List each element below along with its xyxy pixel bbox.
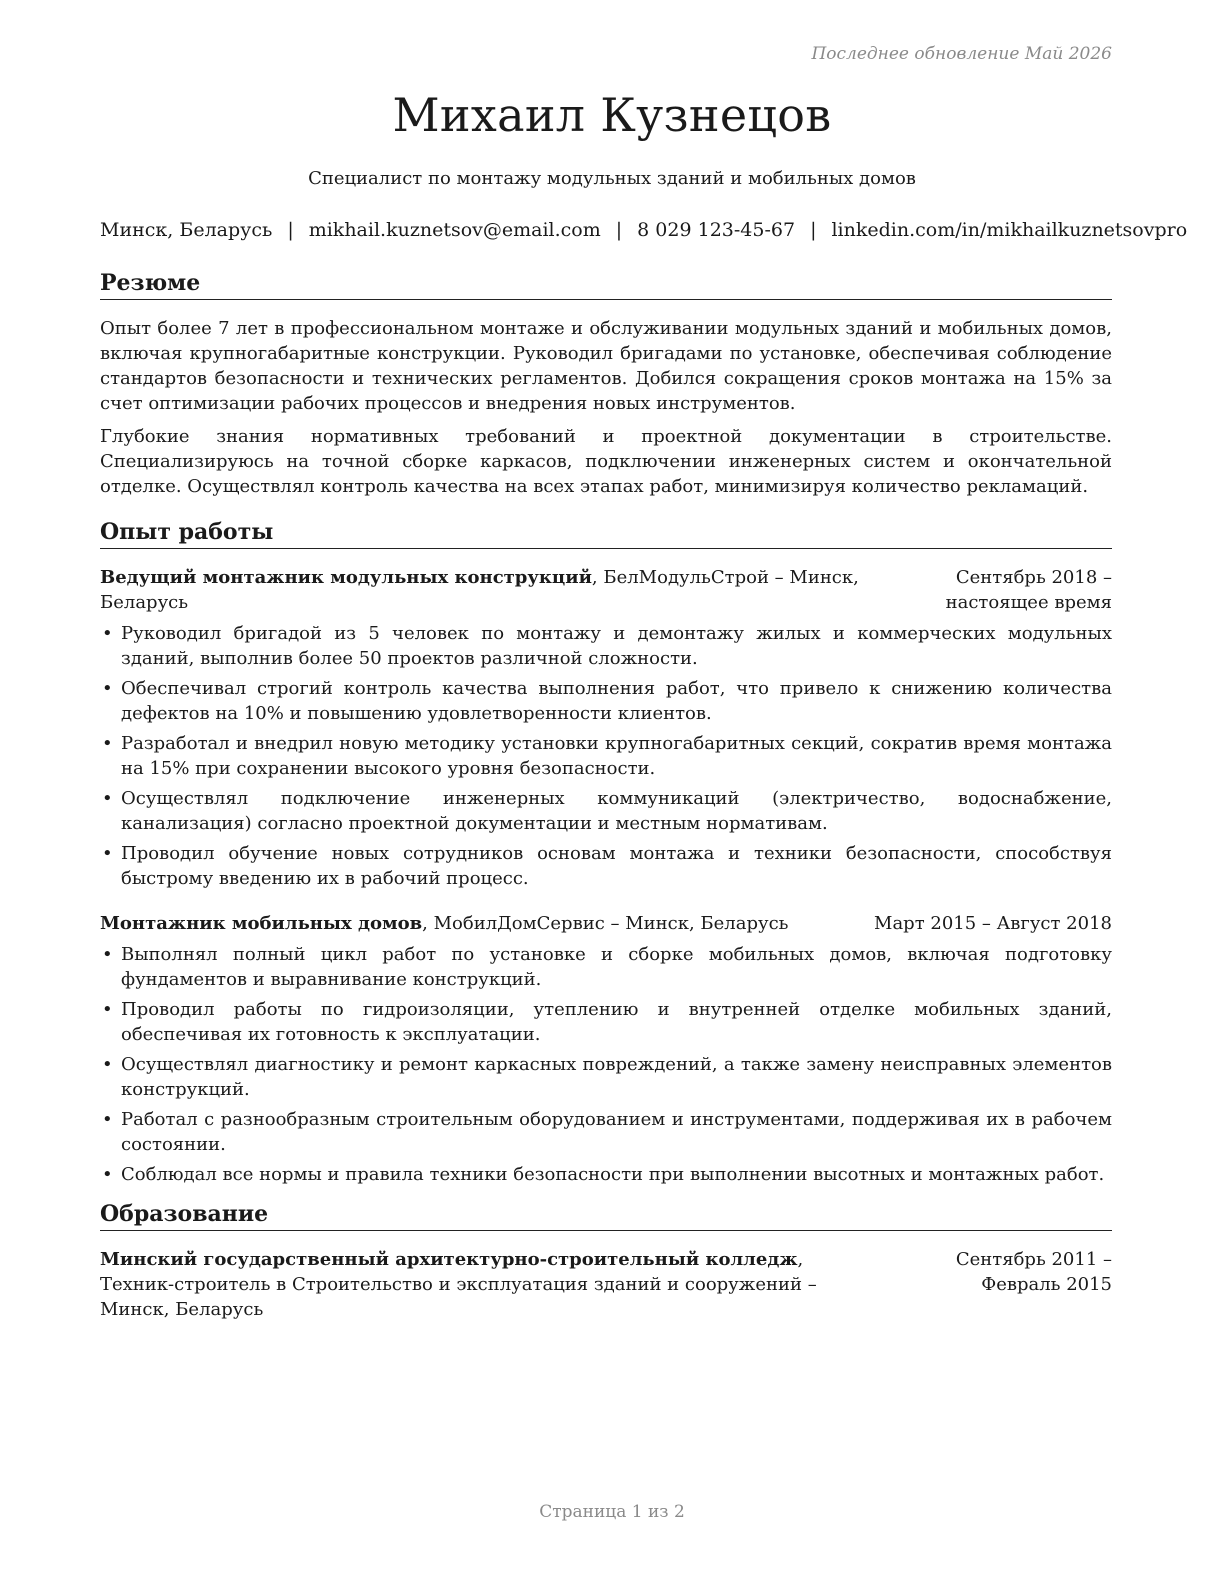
section-title-summary: Резюме <box>100 270 1112 300</box>
job-bullet: • Соблюдал все нормы и правила техники безопасности при выполнении высотных и монтажных работ. <box>100 1162 1112 1187</box>
job-bullet: • Выполнял полный цикл работ по установке и сборке мобильных домов, включая подготовку фундаментов и выравнивание конструкций. <box>100 942 1112 992</box>
job-dates: Март 2015 – Август 2018 <box>874 913 1112 934</box>
contact-separator: | <box>810 219 817 241</box>
job-title-line <box>100 565 870 615</box>
section-title-experience: Опыт работы <box>100 519 1112 549</box>
education-institution: Минский государственный архитектурно-строительный колледж <box>100 1249 798 1270</box>
job-bullets <box>100 942 1112 1187</box>
contact-linkedin[interactable]: linkedin.com/in/mikhailkuznetsovpro <box>831 219 1188 241</box>
job-title-line <box>100 911 874 936</box>
job-bullet: • Проводил работы по гидроизоляции, утеплению и внутренней отделке мобильных зданий, обеспечивая их готовность к эксплуатации. <box>100 997 1112 1047</box>
resume-content <box>100 270 1112 1336</box>
job-entry <box>100 911 1112 1187</box>
summary-paragraph: Опыт более 7 лет в профессиональном монтаже и обслуживании модульных зданий и мобильных домов, включая крупногабаритные конструкции. Руководил бригадами по установке, обеспечивая соблюдение стандартов безопасности и технических регламентов. Добился сокращения сроков монтажа на 15% за счет оптимизации рабочих процессов и внедрения новых инструментов. <box>100 318 1112 414</box>
education-details: , Техник-строитель в Строительство и эксплуатация зданий и сооружений – Минск, Беларусь <box>100 1249 817 1320</box>
job-bullet: • Разработал и внедрил новую методику установки крупногабаритных секций, сократив время монтажа на 15% при сохранении высокого уровня безопасности. <box>100 731 1112 781</box>
job-bullet: • Осуществлял диагностику и ремонт каркасных повреждений, а также замену неисправных элементов конструкций. <box>100 1052 1112 1102</box>
contact-line <box>100 219 1188 241</box>
job-company: , БелМодульСтрой – Минск, Беларусь <box>100 567 859 613</box>
education-dates: Сентябрь 2011 – Февраль 2015 <box>955 1249 1112 1295</box>
job-company: , МобилДомСервис – Минск, Беларусь <box>422 913 789 934</box>
last-updated: Последнее обновление Май 2026 <box>811 44 1112 64</box>
job-entry <box>100 565 1112 891</box>
page-number: Страница 1 из 2 <box>539 1502 685 1522</box>
education-section <box>100 1201 1112 1322</box>
experience-section <box>100 519 1112 1187</box>
job-bullet: • Обеспечивал строгий контроль качества выполнения работ, что привело к снижению количества дефектов на 10% и повышению удовлетворенности клиентов. <box>100 676 1112 726</box>
section-title-education: Образование <box>100 1201 1112 1231</box>
job-header <box>100 911 1112 936</box>
contact-separator: | <box>615 219 623 241</box>
job-dates: Сентябрь 2018 – настоящее время <box>945 567 1112 613</box>
summary-section <box>100 270 1112 499</box>
job-bullet: • Руководил бригадой из 5 человек по монтажу и демонтажу жилых и коммерческих модульных зданий, выполнив более 50 проектов различной сложности. <box>100 621 1112 671</box>
education-entry <box>100 1247 1112 1322</box>
contact-email[interactable]: mikhail.kuznetsov@email.com <box>308 219 601 241</box>
contact-separator: | <box>287 219 294 241</box>
job-role: Ведущий монтажник модульных конструкций <box>100 567 592 588</box>
summary-paragraph: Глубокие знания нормативных требований и проектной документации в строительстве. Специализируюсь на точной сборке каркасов, подключении инженерных систем и окончательной отделке. Осуществлял контроль качества на всех этапах работ, минимизируя количество рекламаций. <box>100 426 1112 497</box>
job-header <box>100 565 1112 615</box>
education-title-line <box>100 1247 870 1322</box>
contact-phone[interactable]: 8 029 123-45-67 <box>637 219 796 241</box>
headline: Специалист по монтажу модульных зданий и мобильных домов <box>308 168 916 189</box>
job-bullets <box>100 621 1112 891</box>
candidate-name: Михаил Кузнецов <box>392 88 832 142</box>
job-bullet: • Работал с разнообразным строительным оборудованием и инструментами, поддерживая их в рабочем состоянии. <box>100 1107 1112 1157</box>
job-bullet: • Проводил обучение новых сотрудников основам монтажа и техники безопасности, способствуя быстрому введению их в рабочий процесс. <box>100 841 1112 891</box>
contact-location: Минск, Беларусь <box>100 219 273 241</box>
job-bullet: • Осуществлял подключение инженерных коммуникаций (электричество, водоснабжение, канализация) согласно проектной документации и местным нормативам. <box>100 786 1112 836</box>
job-role: Монтажник мобильных домов <box>100 913 423 934</box>
